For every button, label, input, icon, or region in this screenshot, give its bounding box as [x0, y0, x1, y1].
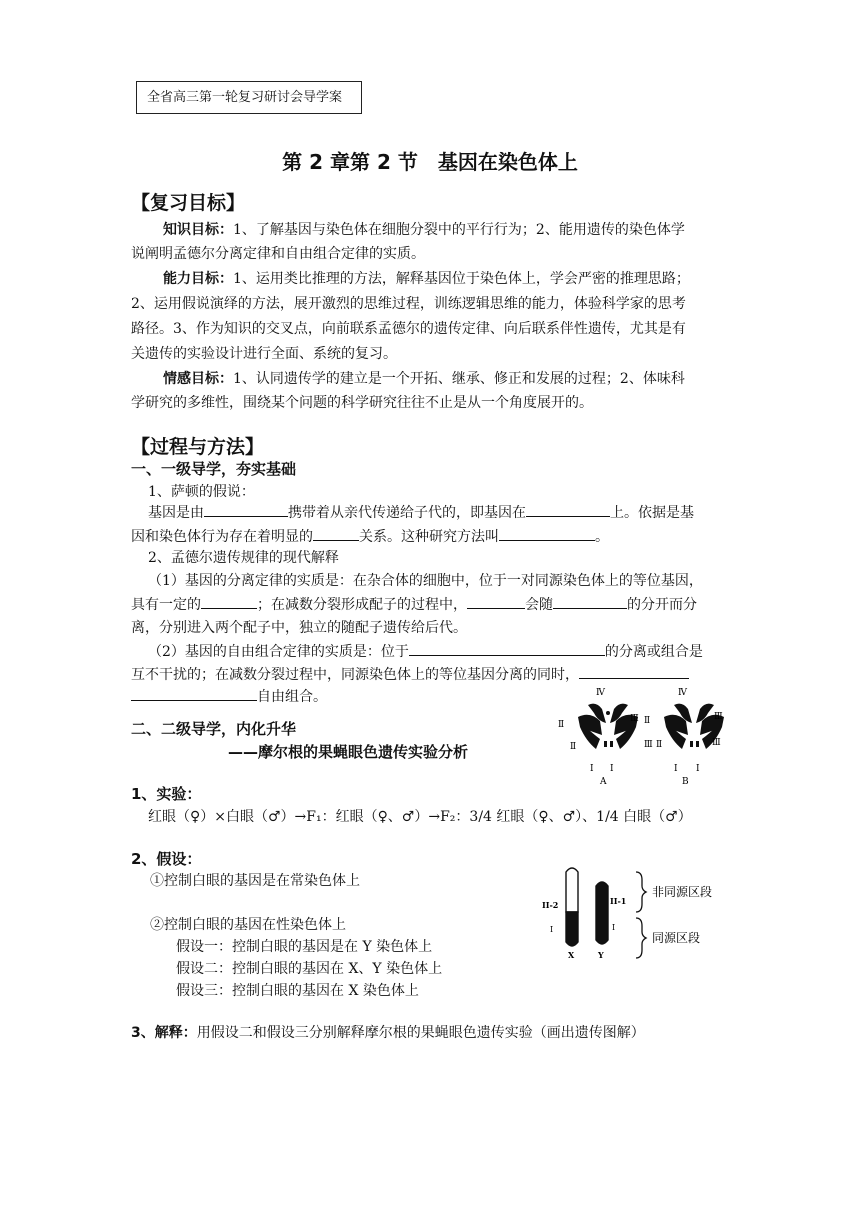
process-heading: 【过程与方法】 [131, 436, 265, 458]
label-nonhomologous: 非同源区段 [652, 885, 713, 899]
roman-iii-a: Ⅲ [630, 714, 639, 724]
sutton-text-1a: 基因是由 [148, 505, 204, 521]
emotion-text-1: 1、认同遗传学的建立是一个开拓、继承、修正和发展的过程；2、体味科 [233, 371, 685, 387]
fill-blank[interactable] [467, 594, 525, 609]
fill-blank[interactable] [313, 526, 359, 541]
x-chromosome-upper [566, 868, 578, 912]
emotion-label: 情感目标： [163, 371, 233, 387]
brace-nonhomologous [636, 872, 646, 912]
roman-i-a2: Ⅰ [610, 764, 614, 774]
roman-i-b2: Ⅰ [696, 764, 700, 774]
knowledge-label: 知识目标： [163, 222, 233, 238]
header-label: 全省高三第一轮复习研讨会导学案 [147, 90, 343, 105]
hypothesis-heading: 2、假设： [131, 850, 202, 868]
label-i-x: I [550, 925, 554, 934]
ability-line-4: 关遗传的实验设计进行全面、系统的复习。 [131, 346, 397, 362]
page-title: 第 2 章第 2 节 基因在染色体上 [282, 150, 578, 174]
hypothesis-1: ①控制白眼的基因是在常染色体上 [150, 873, 360, 889]
hypothesis-2c: 假设三：控制白眼的基因在 X 染色体上 [176, 983, 419, 999]
roman-ii-a: Ⅱ [558, 720, 565, 730]
roman-iii-b2: Ⅲ [712, 738, 721, 748]
ability-line-2: 2、运用假说演绎的方法，展开激烈的思维过程，训练逻辑思维的能力，体验科学家的思考 [131, 296, 686, 312]
label-b: B [682, 777, 689, 787]
roman-iv-b: Ⅳ [678, 688, 687, 698]
label-x: X [568, 950, 575, 960]
seg-text-2b: ；在减数分裂形成配子的过程中， [257, 597, 467, 613]
brace-homologous [636, 918, 646, 958]
explanation-text: 用假设二和假设三分别解释摩尔根的果蝇眼色遗传实验（画出遗传图解） [196, 1025, 645, 1041]
segregation-line-2 [131, 594, 697, 614]
seg-text-2d: 的分开而分 [627, 597, 697, 613]
explanation-line [131, 1022, 645, 1042]
seg-text-2a: 具有一定的 [131, 597, 201, 613]
experiment-heading: 1、实验： [131, 785, 202, 803]
label-i-y: I [612, 923, 616, 932]
emotion-line-1 [163, 368, 685, 388]
independent-line-1 [148, 641, 703, 661]
fill-blank[interactable] [553, 594, 627, 609]
independent-line-3 [131, 686, 327, 706]
header-label-box [136, 81, 362, 114]
fill-blank[interactable] [526, 502, 610, 517]
sutton-text-1c: 上。依据是基 [610, 505, 694, 521]
roman-iv-a: Ⅳ [596, 688, 605, 698]
chromosome-set-a [578, 704, 638, 749]
ability-text-1: 1、运用类比推理的方法，解释基因位于染色体上，学会严密的推理思路； [233, 271, 690, 287]
fill-blank[interactable] [201, 594, 257, 609]
fill-blank[interactable] [204, 502, 288, 517]
ability-line-3: 路径。3、作为知识的交叉点，向前联系孟德尔的遗传定律、向后联系伴性遗传，尤其是有 [131, 321, 686, 337]
sutton-text-2b: 关系。这种研究方法叫 [359, 529, 499, 545]
segregation-line-3: 离，分别进入两个配子中，独立的随配子遗传给后代。 [131, 620, 467, 636]
experiment-line: 红眼（♀）×白眼（♂）→F₁：红眼（♀、♂）→F₂：3/4 红眼（♀、♂）、1/4 白眼（♂） [148, 809, 692, 825]
roman-iii-b: Ⅲ [714, 712, 723, 722]
ind-text-1b: 的分离或组合是 [604, 644, 703, 660]
ability-label: 能力目标： [163, 271, 233, 287]
objectives-heading: 【复习目标】 [131, 192, 246, 214]
ind-text-1a: （2）基因的自由组合定律的实质是：位于 [148, 644, 409, 660]
independent-line-2 [131, 664, 689, 684]
label-ii1: II-1 [610, 896, 627, 906]
ability-line-1 [163, 268, 690, 288]
sutton-text-2c: 。 [595, 529, 609, 545]
sutton-title: 1、萨顿的假说： [148, 484, 255, 500]
roman-i-b: Ⅰ [674, 764, 678, 774]
section-2-heading: 二、二级导学，内化升华 [131, 720, 297, 738]
segregation-line-1: （1）基因的分离定律的实质是：在杂合体的细胞中，位于一对同源染色体上的等位基因， [148, 573, 703, 589]
sutton-text-2a: 因和染色体行为存在着明显的 [131, 529, 313, 545]
knowledge-line-2: 说阐明孟德尔分离定律和自由组合定律的实质。 [131, 246, 425, 262]
sutton-line-1 [148, 502, 694, 522]
fill-blank[interactable] [579, 664, 689, 679]
roman-ii-a2: Ⅱ [570, 742, 577, 752]
ind-text-3: 自由组合。 [257, 689, 327, 705]
roman-iii-a2: Ⅲ [644, 740, 653, 750]
hypothesis-2b: 假设二：控制白眼的基因在 X、Y 染色体上 [176, 961, 443, 977]
chromosome-figure [556, 683, 732, 787]
x-chromosome-lower [566, 912, 578, 946]
sutton-text-1b: 携带着从亲代传递给子代的，即基因在 [288, 505, 526, 521]
label-a: A [600, 777, 607, 787]
hypothesis-2: ②控制白眼的基因在性染色体上 [150, 917, 346, 933]
mendel-title: 2、孟德尔遗传规律的现代解释 [148, 550, 339, 566]
label-ii2: II-2 [542, 900, 559, 910]
seg-text-2c: 会随 [525, 597, 553, 613]
label-y: Y [598, 950, 604, 960]
roman-ii-b: Ⅱ [644, 716, 651, 726]
ind-text-2: 互不干扰的；在减数分裂过程中，同源染色体上的等位基因分离的同时， [131, 667, 579, 683]
label-homologous: 同源区段 [652, 931, 701, 945]
y-chromosome [596, 882, 608, 944]
section-1-heading: 一、一级导学，夯实基础 [131, 460, 297, 478]
section-2-subheading: ——摩尔根的果蝇眼色遗传实验分析 [228, 743, 469, 761]
explanation-heading: 3、解释： [131, 1025, 197, 1041]
roman-ii-b2: Ⅱ [656, 740, 663, 750]
emotion-line-2: 学研究的多维性，围绕某个问题的科学研究往往不止是从一个角度展开的。 [131, 395, 593, 411]
sutton-line-2 [131, 526, 609, 546]
fill-blank[interactable] [131, 686, 257, 701]
hypothesis-2a: 假设一：控制白眼的基因是在 Y 染色体上 [176, 939, 433, 955]
fill-blank[interactable] [499, 526, 595, 541]
knowledge-text-1: 1、了解基因与染色体在细胞分裂中的平行行为；2、能用遗传的染色体学 [233, 222, 685, 238]
knowledge-line-1 [163, 219, 685, 239]
fill-blank[interactable] [409, 641, 605, 656]
roman-i-a: Ⅰ [590, 764, 594, 774]
xy-chromosome-figure [538, 862, 738, 960]
